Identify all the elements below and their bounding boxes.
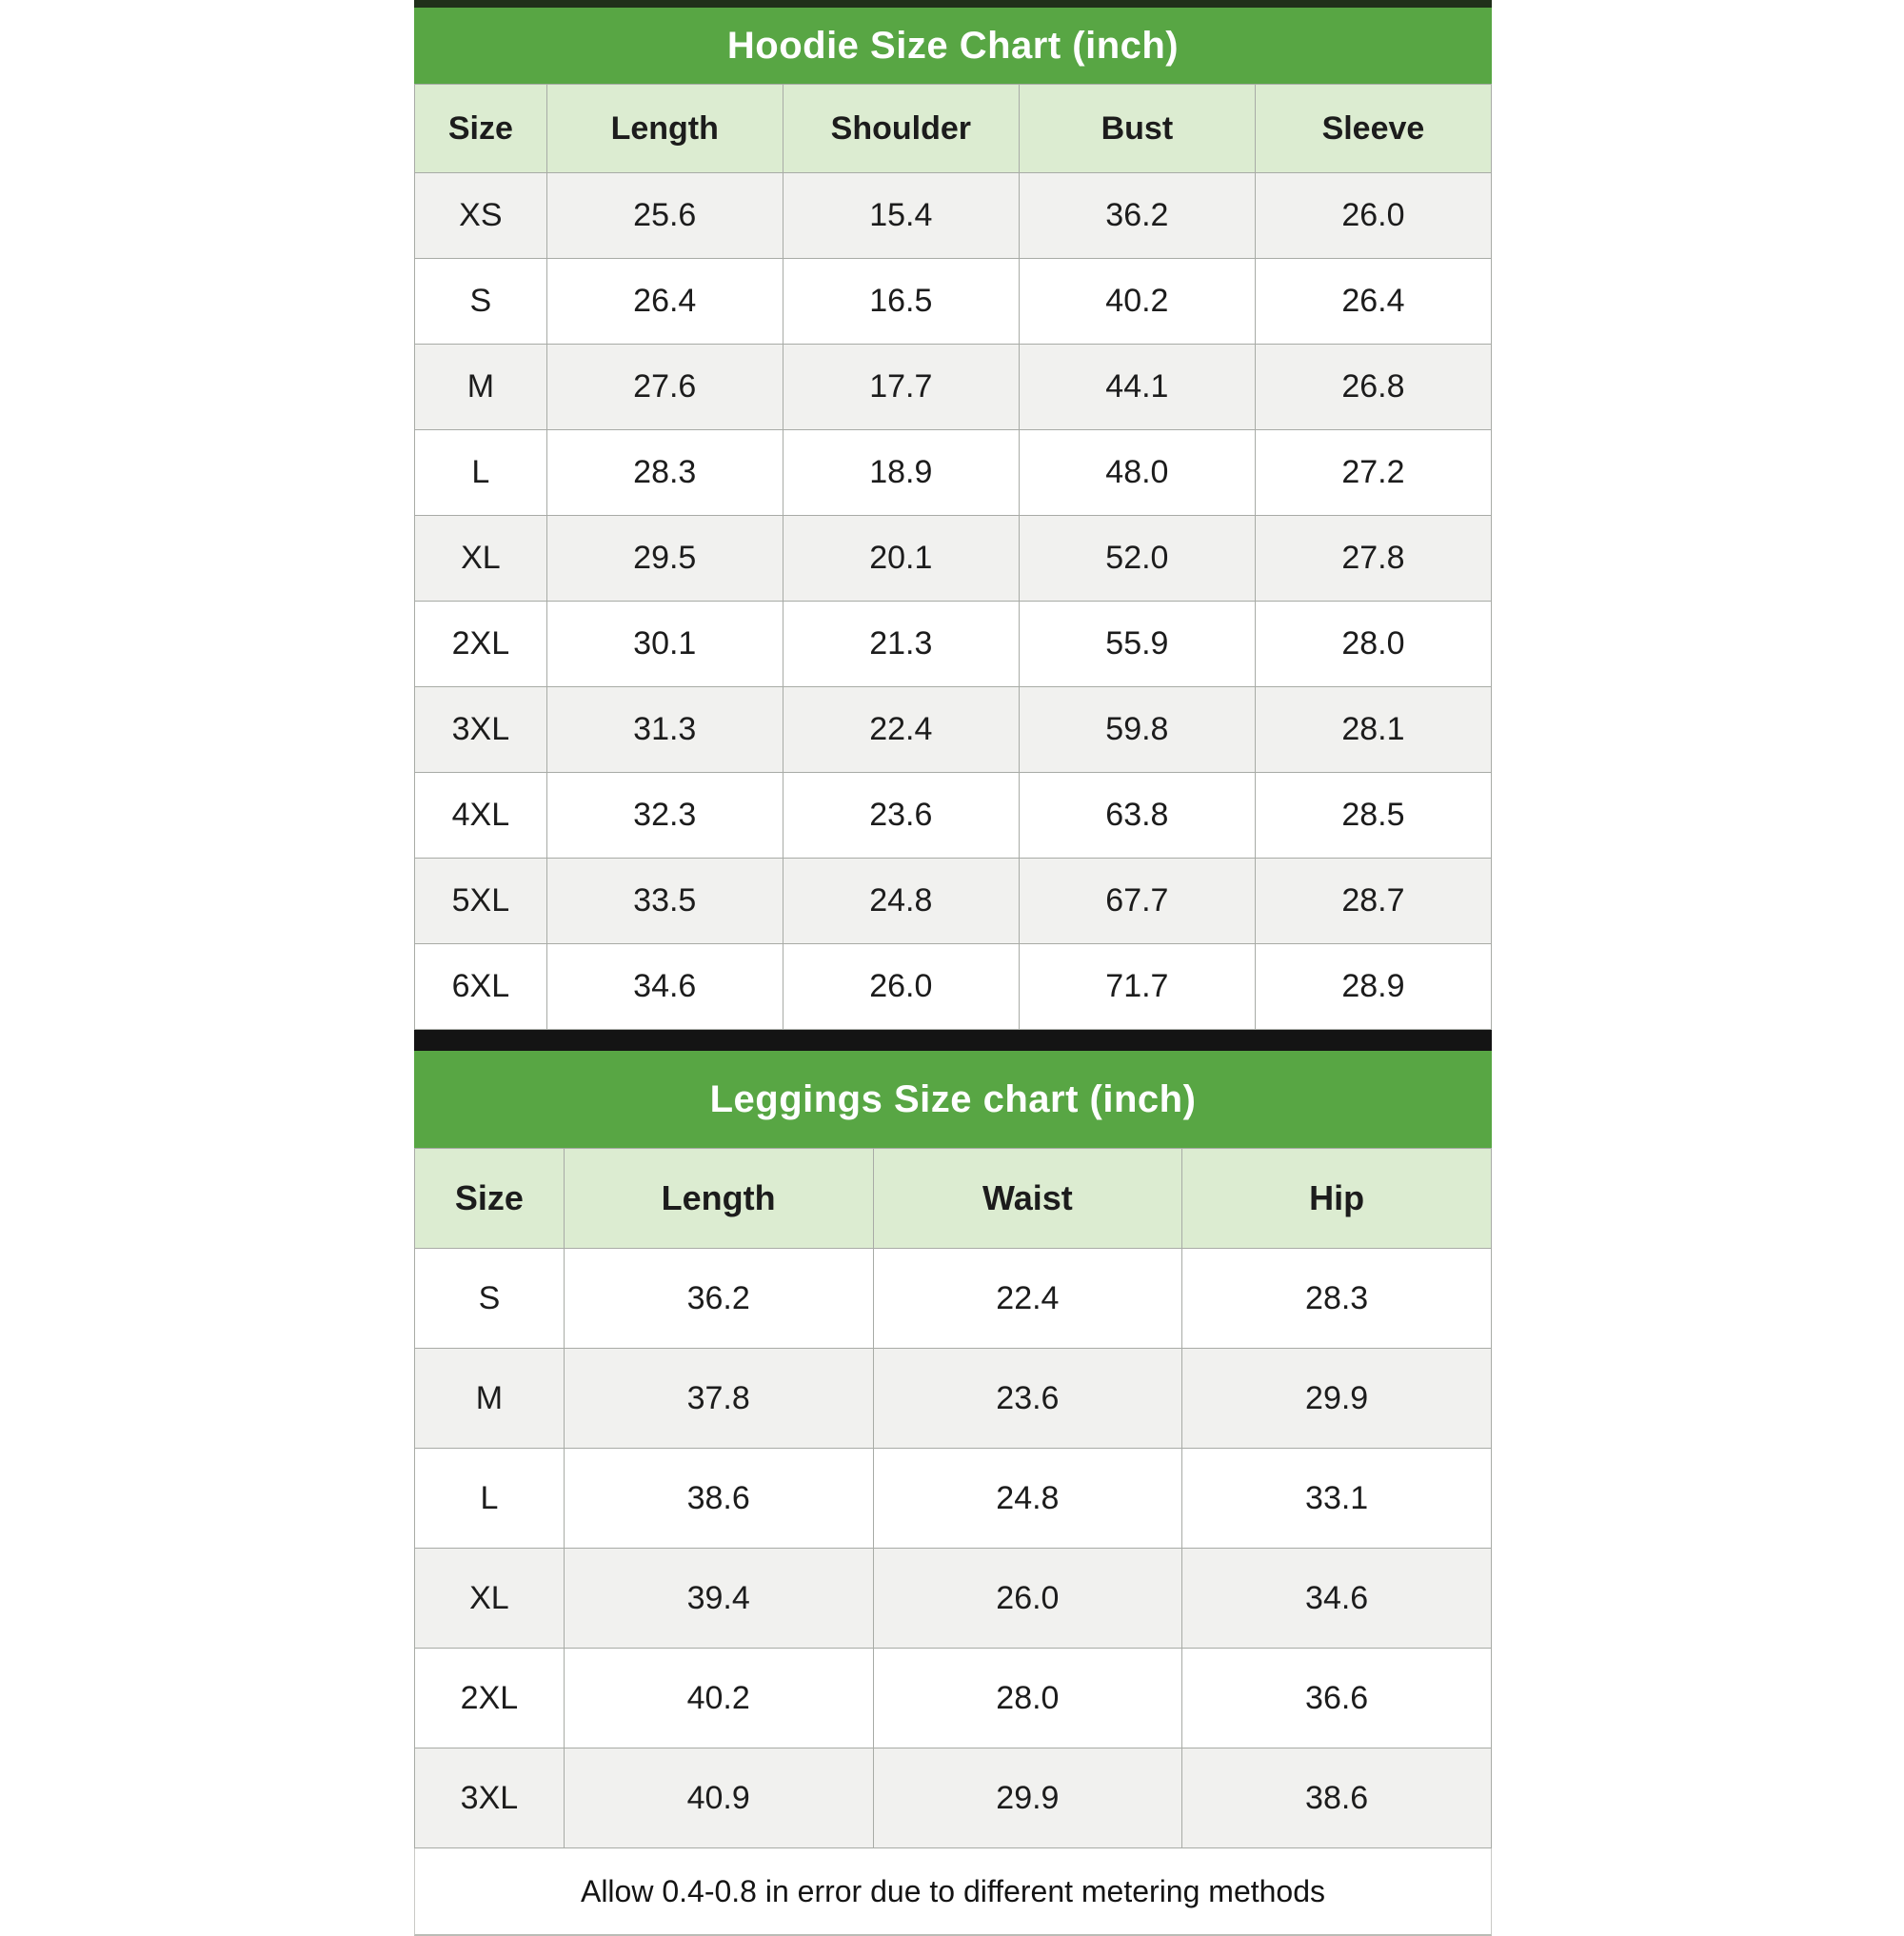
measurement-value-cell: 38.6 — [564, 1449, 873, 1549]
size-label-cell: M — [415, 1349, 565, 1449]
size-label-cell: XL — [415, 516, 547, 602]
measurement-value-cell: 52.0 — [1019, 516, 1255, 602]
size-label-cell: XS — [415, 173, 547, 259]
leggings-size-table — [414, 1148, 1492, 1848]
hoodie-size-table — [414, 84, 1492, 1030]
measurement-value-cell: 24.8 — [783, 859, 1019, 944]
table-row — [415, 602, 1492, 687]
measurement-value-cell: 40.2 — [1019, 259, 1255, 345]
measurement-value-cell: 21.3 — [783, 602, 1019, 687]
measurement-value-cell: 34.6 — [546, 944, 783, 1030]
size-label-cell: S — [415, 1249, 565, 1349]
measurement-value-cell: 63.8 — [1019, 773, 1255, 859]
measurement-value-cell: 28.0 — [873, 1649, 1182, 1748]
measurement-value-cell: 23.6 — [873, 1349, 1182, 1449]
table-row — [415, 859, 1492, 944]
measurement-value-cell: 27.6 — [546, 345, 783, 430]
measurement-value-cell: 71.7 — [1019, 944, 1255, 1030]
measurement-value-cell: 48.0 — [1019, 430, 1255, 516]
measurement-value-cell: 25.6 — [546, 173, 783, 259]
leggings-table-title: Leggings Size chart (inch) — [414, 1051, 1492, 1148]
measurement-value-cell: 39.4 — [564, 1549, 873, 1649]
measurement-value-cell: 67.7 — [1019, 859, 1255, 944]
table-row — [415, 687, 1492, 773]
measurement-value-cell: 36.2 — [1019, 173, 1255, 259]
measurement-value-cell: 34.6 — [1182, 1549, 1492, 1649]
column-header-size: Size — [415, 85, 547, 173]
measurement-value-cell: 33.1 — [1182, 1449, 1492, 1549]
header-row — [415, 85, 1492, 173]
size-label-cell: 5XL — [415, 859, 547, 944]
column-header-length: Length — [564, 1149, 873, 1249]
column-header-size: Size — [415, 1149, 565, 1249]
measurement-value-cell: 22.4 — [873, 1249, 1182, 1349]
measurement-value-cell: 44.1 — [1019, 345, 1255, 430]
measurement-value-cell: 27.8 — [1255, 516, 1491, 602]
size-label-cell: 3XL — [415, 687, 547, 773]
table-row — [415, 944, 1492, 1030]
size-label-cell: 3XL — [415, 1748, 565, 1848]
table-row — [415, 430, 1492, 516]
column-header-waist: Waist — [873, 1149, 1182, 1249]
column-header-sleeve: Sleeve — [1255, 85, 1491, 173]
table-row — [415, 1249, 1492, 1349]
measurement-value-cell: 28.0 — [1255, 602, 1491, 687]
hoodie-table-title: Hoodie Size Chart (inch) — [414, 8, 1492, 84]
measurement-value-cell: 22.4 — [783, 687, 1019, 773]
table-row — [415, 516, 1492, 602]
measurement-value-cell: 17.7 — [783, 345, 1019, 430]
size-label-cell: M — [415, 345, 547, 430]
measurement-value-cell: 36.6 — [1182, 1649, 1492, 1748]
measurement-value-cell: 15.4 — [783, 173, 1019, 259]
measurement-value-cell: 37.8 — [564, 1349, 873, 1449]
size-label-cell: XL — [415, 1549, 565, 1649]
column-header-bust: Bust — [1019, 85, 1255, 173]
measurement-value-cell: 28.3 — [1182, 1249, 1492, 1349]
measurement-value-cell: 16.5 — [783, 259, 1019, 345]
table-row — [415, 1649, 1492, 1748]
size-chart-sheet — [414, 0, 1492, 1936]
size-label-cell: 4XL — [415, 773, 547, 859]
measurement-value-cell: 26.0 — [783, 944, 1019, 1030]
size-label-cell: L — [415, 430, 547, 516]
measurement-value-cell: 28.7 — [1255, 859, 1491, 944]
column-header-hip: Hip — [1182, 1149, 1492, 1249]
measurement-value-cell: 38.6 — [1182, 1748, 1492, 1848]
table-row — [415, 1349, 1492, 1449]
top-border-strip — [414, 0, 1492, 8]
measurement-value-cell: 26.8 — [1255, 345, 1491, 430]
hoodie-table-header — [415, 85, 1492, 173]
size-label-cell: L — [415, 1449, 565, 1549]
table-row — [415, 1748, 1492, 1848]
measurement-value-cell: 20.1 — [783, 516, 1019, 602]
measurement-value-cell: 29.9 — [1182, 1349, 1492, 1449]
column-header-shoulder: Shoulder — [783, 85, 1019, 173]
measurement-value-cell: 36.2 — [564, 1249, 873, 1349]
measurement-value-cell: 26.0 — [1255, 173, 1491, 259]
measurement-value-cell: 31.3 — [546, 687, 783, 773]
measurement-value-cell: 59.8 — [1019, 687, 1255, 773]
measurement-value-cell: 18.9 — [783, 430, 1019, 516]
header-row — [415, 1149, 1492, 1249]
measurement-tolerance-note: Allow 0.4-0.8 in error due to different metering methods — [414, 1848, 1492, 1936]
measurement-value-cell: 30.1 — [546, 602, 783, 687]
measurement-value-cell: 28.9 — [1255, 944, 1491, 1030]
size-label-cell: 6XL — [415, 944, 547, 1030]
size-label-cell: S — [415, 259, 547, 345]
measurement-value-cell: 28.3 — [546, 430, 783, 516]
leggings-table-header — [415, 1149, 1492, 1249]
measurement-value-cell: 28.1 — [1255, 687, 1491, 773]
measurement-value-cell: 26.0 — [873, 1549, 1182, 1649]
measurement-value-cell: 24.8 — [873, 1449, 1182, 1549]
measurement-value-cell: 40.9 — [564, 1748, 873, 1848]
table-row — [415, 1449, 1492, 1549]
table-row — [415, 259, 1492, 345]
measurement-value-cell: 26.4 — [1255, 259, 1491, 345]
measurement-value-cell: 29.5 — [546, 516, 783, 602]
table-row — [415, 773, 1492, 859]
measurement-value-cell: 29.9 — [873, 1748, 1182, 1848]
measurement-value-cell: 33.5 — [546, 859, 783, 944]
measurement-value-cell: 26.4 — [546, 259, 783, 345]
column-header-length: Length — [546, 85, 783, 173]
table-divider-bar — [414, 1030, 1492, 1051]
table-row — [415, 173, 1492, 259]
measurement-value-cell: 55.9 — [1019, 602, 1255, 687]
measurement-value-cell: 40.2 — [564, 1649, 873, 1748]
leggings-table-body — [415, 1249, 1492, 1848]
table-row — [415, 1549, 1492, 1649]
hoodie-table-body — [415, 173, 1492, 1030]
measurement-value-cell: 32.3 — [546, 773, 783, 859]
size-label-cell: 2XL — [415, 602, 547, 687]
table-row — [415, 345, 1492, 430]
measurement-value-cell: 23.6 — [783, 773, 1019, 859]
measurement-value-cell: 27.2 — [1255, 430, 1491, 516]
size-label-cell: 2XL — [415, 1649, 565, 1748]
measurement-value-cell: 28.5 — [1255, 773, 1491, 859]
